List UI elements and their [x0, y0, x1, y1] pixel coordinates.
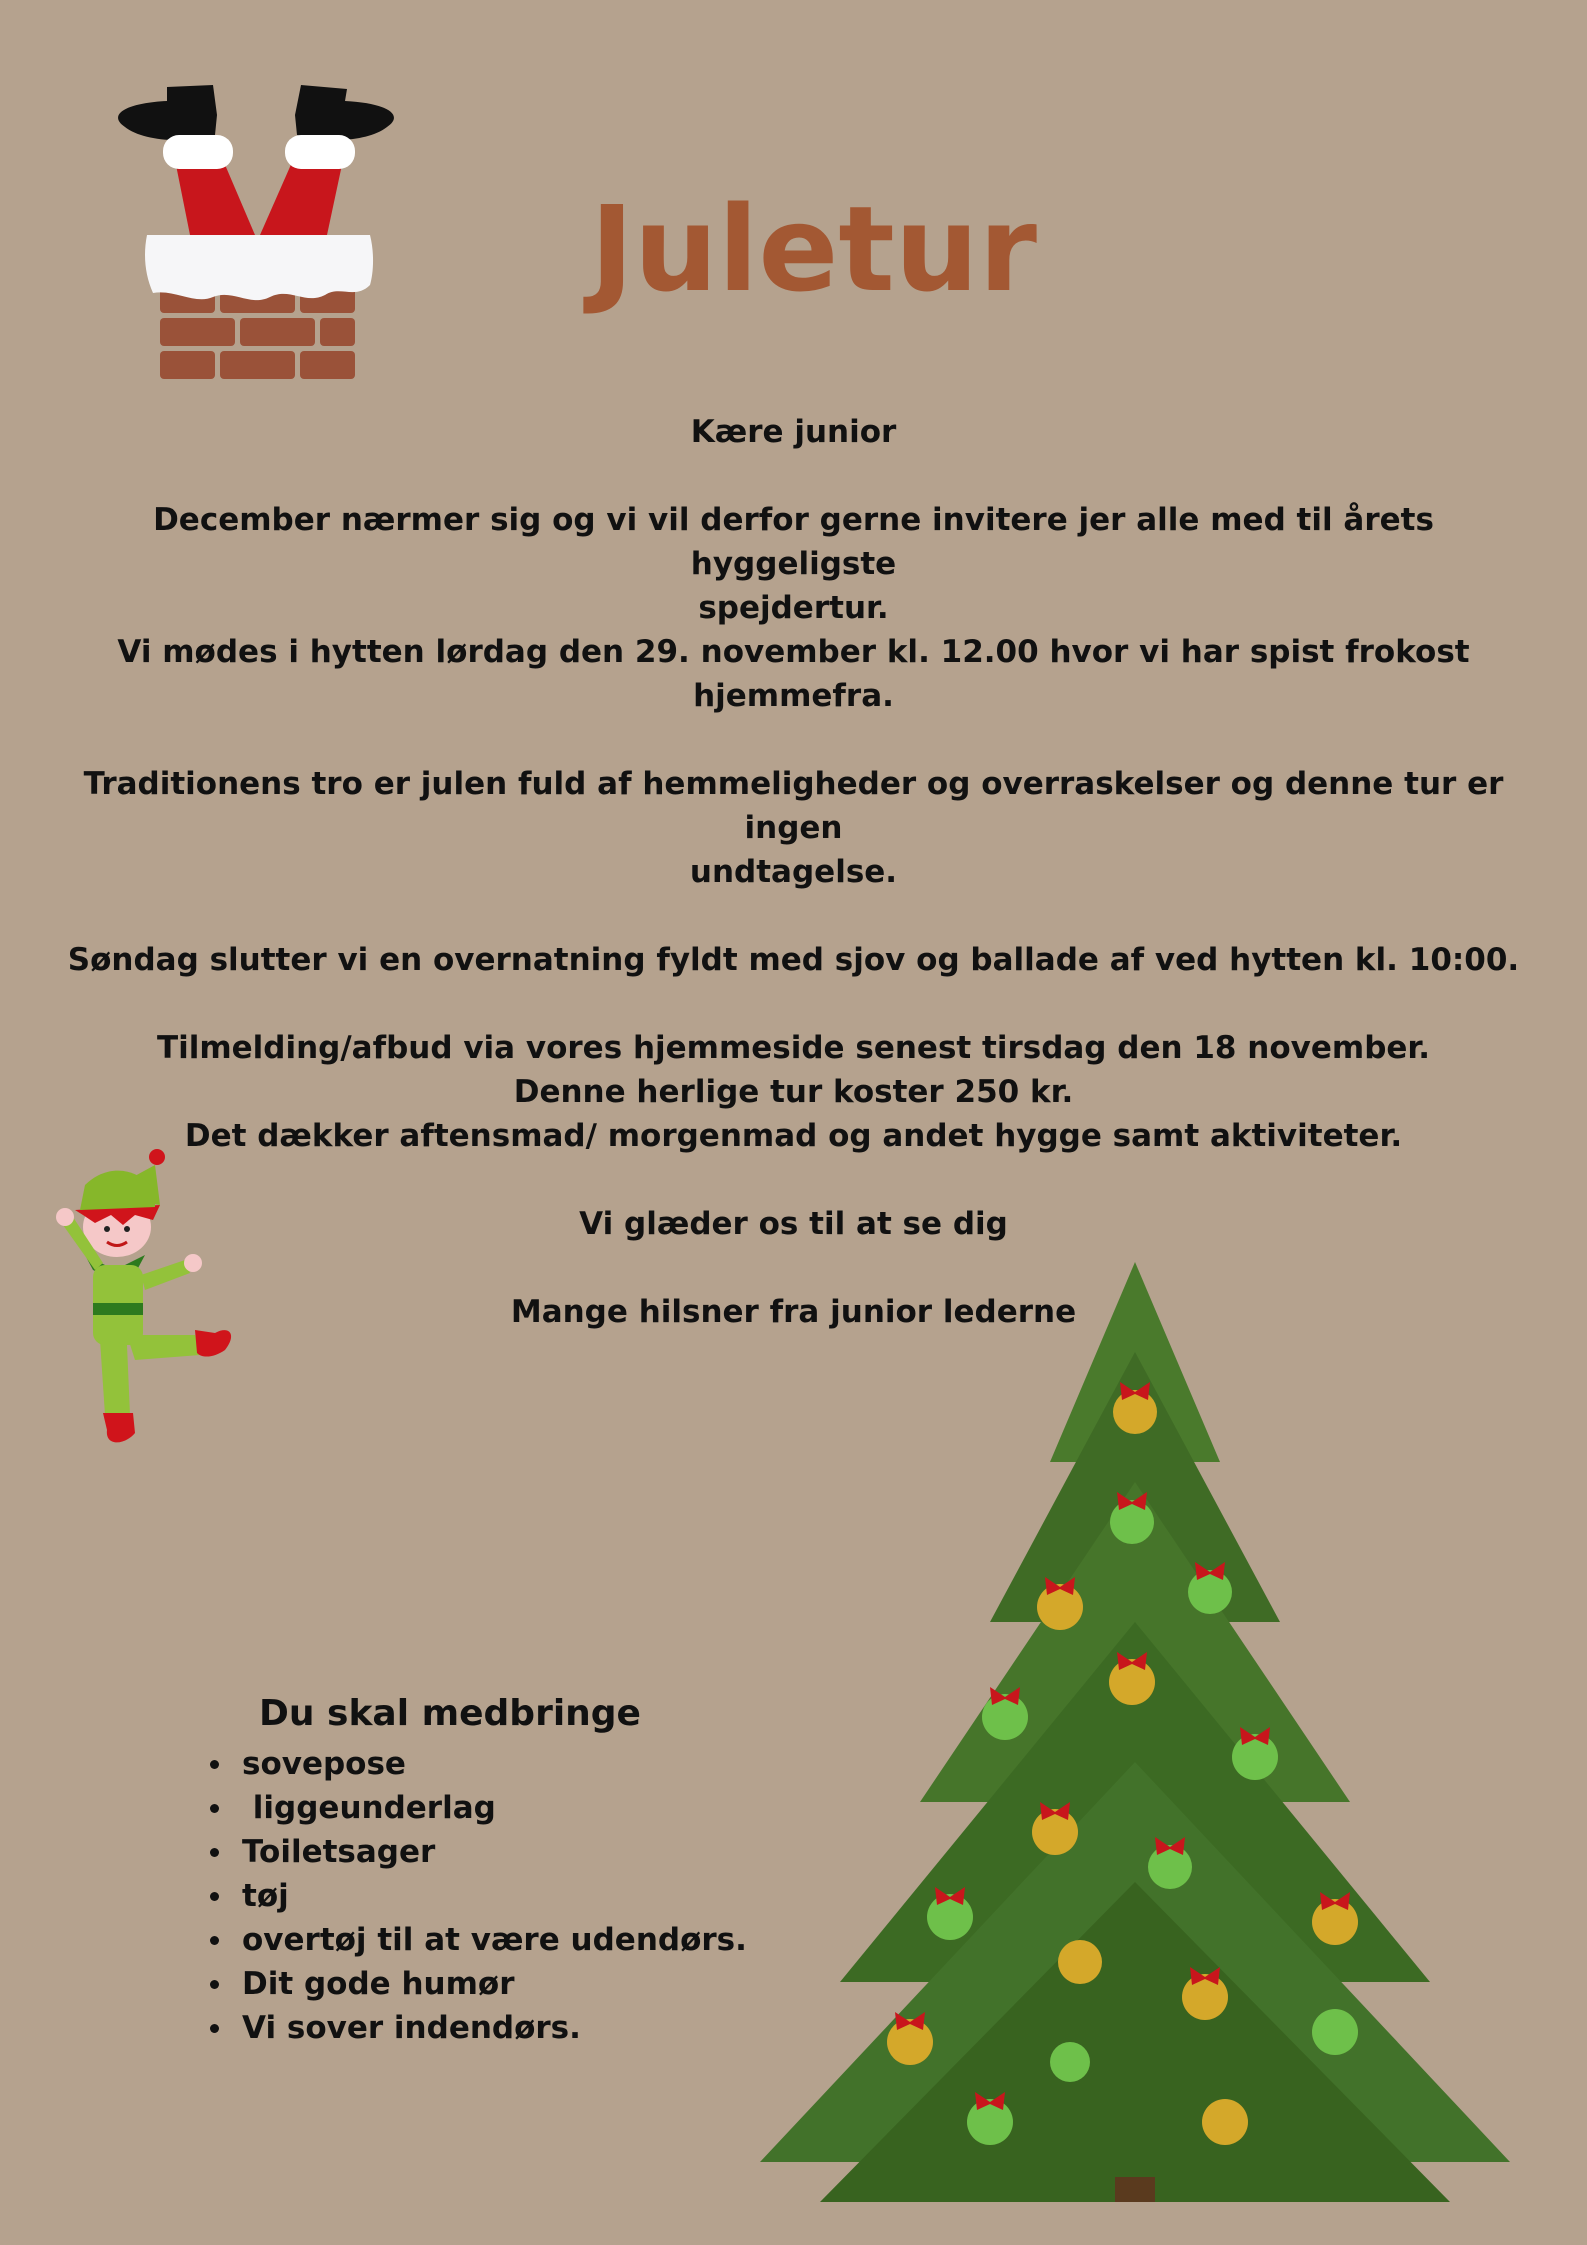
list-item: Dit gode humør — [200, 1962, 747, 2006]
greeting: Kære junior — [690, 414, 897, 450]
letter-line: December nærmer sig og vi vil derfor gerne invitere jer alle med til årets hyggeligste — [153, 502, 1434, 582]
letter-paragraph — [50, 762, 1537, 894]
list-item: liggeunderlag — [200, 1786, 747, 1830]
letter-line: undtagelse. — [689, 854, 898, 890]
santa-boots — [118, 85, 394, 140]
christmas-tree-illustration — [750, 1262, 1520, 2202]
list-item: Vi sover indendørs. — [200, 2006, 747, 2050]
letter-line: Tilmelding/afbud via vores hjemmeside senest tirsdag den 18 november. — [156, 1030, 1431, 1066]
list-item: overtøj til at være udendørs. — [200, 1918, 747, 1962]
list-item: Toiletsager — [200, 1830, 747, 1874]
letter-line: Vi mødes i hytten lørdag den 29. november kl. 12.00 hvor vi har spist frokost hjemmefra. — [117, 634, 1470, 714]
letter-line: spejdertur. — [698, 590, 889, 626]
letter-line: Traditionens tro er julen fuld af hemmeligheder og overraskelser og denne tur er ingen — [83, 766, 1504, 846]
letter-line: Denne herlige tur koster 250 kr. — [513, 1074, 1074, 1110]
chimney-snow — [145, 235, 373, 300]
letter-paragraph — [50, 1026, 1537, 1158]
letter-paragraph — [50, 938, 1537, 982]
list-item: tøj — [200, 1874, 747, 1918]
letter-line: Det dækker aftensmad/ morgenmad og andet hygge samt aktiviteter. — [184, 1118, 1403, 1154]
list-item: sovepose — [200, 1742, 747, 1786]
santa-chimney-illustration — [105, 75, 415, 410]
signature-line: Mange hilsner fra junior lederne — [510, 1294, 1077, 1330]
letter-line: Søndag slutter vi en overnatning fyldt med sjov og ballade af ved hytten kl. 10:00. — [67, 942, 1520, 978]
invitation-letter — [50, 410, 1537, 1378]
santa-legs — [163, 135, 355, 235]
letter-line: Vi glæder os til at se dig — [579, 1206, 1008, 1242]
elf-illustration — [45, 1145, 260, 1455]
packing-list — [200, 1742, 747, 2050]
page-title: Juletur — [590, 180, 1037, 318]
tree-trunk — [1115, 2177, 1155, 2202]
packing-list-title: Du skal medbringe — [259, 1693, 641, 1734]
letter-paragraph — [50, 1202, 1537, 1246]
letter-paragraph — [50, 498, 1537, 718]
